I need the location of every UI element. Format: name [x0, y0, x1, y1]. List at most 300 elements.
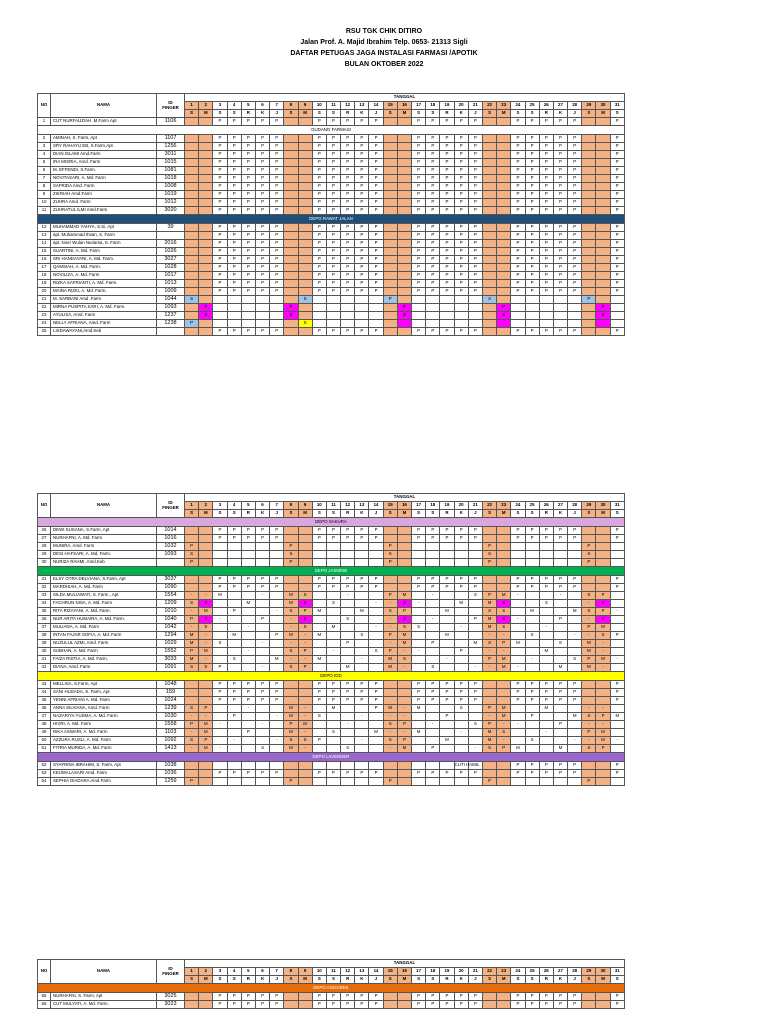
shift-cell	[468, 304, 482, 312]
shift-cell	[270, 729, 284, 737]
shift-cell: P	[440, 697, 454, 705]
staff-name: KEUMALASARI Amd. Farm	[51, 770, 157, 778]
shift-cell: P	[525, 527, 539, 535]
shift-cell	[383, 159, 397, 167]
table-row	[38, 1001, 625, 1009]
shift-cell	[241, 664, 255, 672]
shift-cell: -	[568, 737, 582, 745]
shift-cell	[227, 296, 241, 304]
staff-name: DEWI SUSANA, S.Farm, Apt	[51, 527, 157, 535]
shift-cell	[199, 280, 213, 288]
shift-cell: P	[326, 232, 340, 240]
shift-cell: -	[397, 664, 411, 672]
shift-cell: P	[341, 697, 355, 705]
shift-cell	[326, 713, 340, 721]
shift-cell	[497, 689, 511, 697]
shift-cell	[596, 167, 610, 175]
shift-cell: P	[539, 328, 553, 336]
shift-cell: P	[468, 616, 482, 624]
shift-cell: P	[568, 681, 582, 689]
shift-cell: P	[525, 248, 539, 256]
shift-cell: M	[397, 632, 411, 640]
staff-name: ZUHRATUL ILMI Amd.Farm	[51, 207, 157, 215]
shift-cell: P	[511, 207, 525, 215]
shift-cell: -	[383, 713, 397, 721]
table-row	[38, 616, 625, 624]
shift-cell: P	[610, 576, 624, 584]
col-header-no: NO	[38, 94, 51, 118]
shift-cell	[482, 224, 496, 232]
shift-cell	[596, 199, 610, 207]
shift-cell: P	[213, 143, 227, 151]
finger-id: 1092	[157, 737, 185, 745]
shift-cell: P	[539, 576, 553, 584]
shift-cell	[185, 135, 199, 143]
shift-cell	[255, 559, 269, 567]
date-header-31: 31	[610, 502, 624, 510]
shift-cell: P	[525, 993, 539, 1001]
shift-cell	[582, 151, 596, 159]
shift-cell	[227, 640, 241, 648]
shift-cell: S	[596, 632, 610, 640]
shift-cell	[482, 191, 496, 199]
shift-cell: P	[213, 288, 227, 296]
shift-cell: P	[553, 240, 567, 248]
finger-id: 1106	[157, 118, 185, 126]
shift-cell: M	[397, 592, 411, 600]
shift-cell: P	[213, 576, 227, 584]
shift-cell	[582, 135, 596, 143]
shift-cell	[355, 648, 369, 656]
table-row	[38, 143, 625, 151]
weekday-header-24: S	[511, 110, 525, 118]
shift-cell: P	[341, 248, 355, 256]
shift-cell: P	[270, 632, 284, 640]
shift-cell	[355, 664, 369, 672]
date-header-23: 23	[497, 102, 511, 110]
shift-cell	[440, 312, 454, 320]
shift-cell	[553, 705, 567, 713]
weekday-header-25: S	[525, 510, 539, 518]
shift-cell: S	[596, 600, 610, 608]
shift-cell	[497, 527, 511, 535]
shift-cell: P	[255, 280, 269, 288]
shift-cell: P	[553, 527, 567, 535]
shift-cell: -	[185, 592, 199, 600]
shift-cell: P	[426, 118, 440, 126]
shift-cell	[284, 232, 298, 240]
shift-cell	[341, 729, 355, 737]
shift-cell: P	[511, 151, 525, 159]
shift-cell: P	[454, 240, 468, 248]
finger-id: 3033	[157, 656, 185, 664]
shift-cell	[397, 224, 411, 232]
weekday-header-29: S	[582, 110, 596, 118]
shift-cell	[482, 576, 496, 584]
shift-cell	[199, 256, 213, 264]
shift-cell	[497, 175, 511, 183]
shift-cell: P	[440, 224, 454, 232]
shift-cell: M	[383, 664, 397, 672]
shift-cell: P	[582, 559, 596, 567]
shift-cell: P	[227, 167, 241, 175]
shift-cell	[369, 304, 383, 312]
shift-cell	[298, 762, 312, 770]
shift-cell	[610, 640, 624, 648]
shift-cell: P	[511, 280, 525, 288]
shift-cell	[497, 143, 511, 151]
weekday-header-21: J	[468, 976, 482, 984]
shift-cell: P	[326, 1001, 340, 1009]
shift-cell	[497, 778, 511, 786]
shift-cell: M	[582, 640, 596, 648]
shift-cell: P	[454, 288, 468, 296]
weekday-header-19: R	[440, 976, 454, 984]
shift-cell	[255, 778, 269, 786]
shift-cell	[255, 624, 269, 632]
roster-table-page-3	[37, 959, 625, 1009]
row-number: 49	[38, 729, 51, 737]
staff-name: MUNIRA, Amd. Farm	[51, 543, 157, 551]
row-number: 44	[38, 689, 51, 697]
date-header-1: 1	[185, 502, 199, 510]
shift-cell: P	[426, 199, 440, 207]
shift-cell	[412, 543, 426, 551]
shift-cell: P	[426, 770, 440, 778]
shift-cell: P	[213, 207, 227, 215]
shift-cell: P	[468, 199, 482, 207]
shift-cell	[468, 320, 482, 328]
shift-cell	[525, 705, 539, 713]
shift-cell	[497, 135, 511, 143]
shift-cell: P	[525, 328, 539, 336]
date-header-11: 11	[326, 102, 340, 110]
date-header-18: 18	[426, 968, 440, 976]
shift-cell	[482, 535, 496, 543]
shift-cell	[241, 312, 255, 320]
row-number: 54	[38, 778, 51, 786]
shift-cell: M	[341, 664, 355, 672]
shift-cell	[454, 312, 468, 320]
shift-cell	[482, 697, 496, 705]
shift-cell	[298, 1001, 312, 1009]
shift-cell: P	[553, 689, 567, 697]
shift-cell: P	[369, 175, 383, 183]
shift-cell	[482, 240, 496, 248]
shift-cell	[270, 640, 284, 648]
weekday-header-22: S	[482, 110, 496, 118]
shift-cell: S	[454, 705, 468, 713]
shift-cell: P	[553, 135, 567, 143]
shift-cell	[213, 737, 227, 745]
shift-cell	[511, 608, 525, 616]
shift-cell	[482, 328, 496, 336]
shift-cell: -	[284, 640, 298, 648]
weekday-header-18: S	[426, 510, 440, 518]
table-row	[38, 737, 625, 745]
shift-cell	[369, 737, 383, 745]
shift-cell	[497, 535, 511, 543]
shift-cell: P	[426, 689, 440, 697]
shift-cell: -	[497, 648, 511, 656]
shift-cell	[383, 535, 397, 543]
shift-cell	[596, 191, 610, 199]
shift-cell: -	[539, 729, 553, 737]
shift-cell: P	[270, 272, 284, 280]
shift-cell	[539, 296, 553, 304]
shift-cell	[227, 616, 241, 624]
date-header-31: 31	[610, 102, 624, 110]
shift-cell	[525, 721, 539, 729]
shift-cell	[511, 624, 525, 632]
date-header-3: 3	[213, 968, 227, 976]
shift-cell: P	[440, 151, 454, 159]
shift-cell	[568, 592, 582, 600]
shift-cell	[525, 559, 539, 567]
table-row	[38, 199, 625, 207]
shift-cell: P	[454, 264, 468, 272]
weekday-header-22: S	[482, 976, 496, 984]
weekday-header-10: S	[312, 976, 326, 984]
table-row	[38, 729, 625, 737]
shift-cell: -	[582, 737, 596, 745]
shift-cell: P	[412, 535, 426, 543]
shift-cell	[284, 689, 298, 697]
shift-cell: S	[383, 608, 397, 616]
shift-cell: P	[468, 118, 482, 126]
shift-cell: P	[440, 584, 454, 592]
shift-cell: P	[454, 207, 468, 215]
row-number: 43	[38, 681, 51, 689]
shift-cell: P	[553, 762, 567, 770]
shift-cell	[553, 304, 567, 312]
shift-cell	[369, 592, 383, 600]
shift-cell: P	[454, 143, 468, 151]
shift-cell	[397, 159, 411, 167]
shift-cell: P	[553, 288, 567, 296]
shift-cell: P	[539, 264, 553, 272]
shift-cell: -	[369, 624, 383, 632]
shift-cell	[440, 592, 454, 600]
shift-cell: P	[255, 118, 269, 126]
shift-cell	[341, 304, 355, 312]
finger-id: 1048	[157, 681, 185, 689]
shift-cell: -	[213, 745, 227, 753]
weekday-header-23: M	[497, 976, 511, 984]
shift-cell: P	[341, 1001, 355, 1009]
date-header-11: 11	[326, 968, 340, 976]
shift-cell: P	[426, 1001, 440, 1009]
shift-cell	[185, 689, 199, 697]
staff-name: FACHRUN NISA, A. Md. Farm	[51, 600, 157, 608]
shift-cell	[426, 656, 440, 664]
shift-cell: P	[312, 328, 326, 336]
shift-cell	[497, 280, 511, 288]
weekday-header-16: M	[397, 510, 411, 518]
shift-cell	[199, 328, 213, 336]
shift-cell	[582, 689, 596, 697]
shift-cell	[298, 576, 312, 584]
shift-cell: P	[255, 527, 269, 535]
shift-cell	[270, 543, 284, 551]
shift-cell: P	[440, 576, 454, 584]
shift-cell: P	[525, 681, 539, 689]
document-header	[0, 26, 768, 70]
shift-cell: S	[185, 600, 199, 608]
shift-cell: P	[298, 608, 312, 616]
shift-cell	[298, 159, 312, 167]
col-header-nama: NAMA	[51, 960, 157, 984]
shift-cell: P	[568, 183, 582, 191]
shift-cell	[369, 296, 383, 304]
table-row	[38, 248, 625, 256]
shift-cell	[568, 312, 582, 320]
shift-cell: P	[468, 272, 482, 280]
shift-cell: P	[227, 689, 241, 697]
date-header-25: 25	[525, 102, 539, 110]
shift-cell: P	[312, 264, 326, 272]
weekday-header-26: R	[539, 976, 553, 984]
shift-cell	[397, 770, 411, 778]
shift-cell: -	[383, 600, 397, 608]
shift-cell: -	[284, 656, 298, 664]
shift-cell: P	[482, 559, 496, 567]
shift-cell: P	[326, 993, 340, 1001]
shift-cell: P	[213, 118, 227, 126]
shift-cell: P	[298, 648, 312, 656]
shift-cell: P	[213, 527, 227, 535]
shift-cell	[326, 543, 340, 551]
shift-cell: M	[199, 721, 213, 729]
staff-name: SILDA MULIAWATI, S. Farm., Apt	[51, 592, 157, 600]
shift-cell: -	[270, 737, 284, 745]
weekday-header-25: S	[525, 110, 539, 118]
shift-cell	[468, 648, 482, 656]
shift-cell: -	[568, 632, 582, 640]
shift-cell: P	[355, 207, 369, 215]
shift-cell	[426, 624, 440, 632]
shift-cell	[284, 328, 298, 336]
shift-cell	[227, 543, 241, 551]
shift-cell: P	[213, 224, 227, 232]
shift-cell	[454, 304, 468, 312]
staff-name: NUZULUL AZMI, Amd. Farm	[51, 640, 157, 648]
weekday-header-23: M	[497, 510, 511, 518]
shift-cell: P	[596, 745, 610, 753]
shift-cell: P	[553, 770, 567, 778]
shift-cell: P	[610, 191, 624, 199]
row-number: 51	[38, 745, 51, 753]
finger-id: 1237	[157, 312, 185, 320]
shift-cell: S	[284, 664, 298, 672]
shift-cell	[482, 264, 496, 272]
shift-cell: P	[412, 207, 426, 215]
shift-cell	[497, 1001, 511, 1009]
shift-cell	[397, 328, 411, 336]
shift-cell: P	[412, 770, 426, 778]
date-header-24: 24	[511, 102, 525, 110]
shift-cell: P	[355, 151, 369, 159]
shift-cell	[369, 745, 383, 753]
shift-cell: P	[468, 689, 482, 697]
shift-cell: P	[412, 175, 426, 183]
shift-cell: P	[213, 280, 227, 288]
shift-cell: P	[610, 207, 624, 215]
shift-cell: M	[284, 632, 298, 640]
shift-cell	[298, 584, 312, 592]
shift-cell	[284, 183, 298, 191]
shift-cell: M	[284, 592, 298, 600]
shift-cell	[199, 584, 213, 592]
shift-cell: P	[241, 118, 255, 126]
shift-cell: P	[525, 224, 539, 232]
shift-cell: P	[482, 721, 496, 729]
shift-cell: P	[255, 1001, 269, 1009]
shift-cell: M	[185, 656, 199, 664]
shift-cell: P	[312, 535, 326, 543]
date-header-2: 2	[199, 102, 213, 110]
shift-cell	[355, 616, 369, 624]
shift-cell: S	[482, 640, 496, 648]
shift-cell	[610, 778, 624, 786]
shift-cell: -	[397, 729, 411, 737]
weekday-header-2: M	[199, 510, 213, 518]
shift-cell	[298, 272, 312, 280]
shift-cell: P	[227, 240, 241, 248]
shift-cell: P	[213, 264, 227, 272]
shift-cell: P	[468, 264, 482, 272]
shift-cell: S	[482, 745, 496, 753]
shift-cell: -	[298, 632, 312, 640]
staff-name: apt. Muhammad Ihsan, S. Farm	[51, 232, 157, 240]
shift-cell: P	[539, 288, 553, 296]
shift-cell: M	[312, 608, 326, 616]
shift-cell	[610, 624, 624, 632]
shift-cell	[270, 762, 284, 770]
staff-name: DIAN ISLAMI Amd.Farm	[51, 151, 157, 159]
shift-cell: S	[412, 624, 426, 632]
shift-cell: P	[255, 159, 269, 167]
row-number: 45	[38, 697, 51, 705]
shift-cell	[596, 1001, 610, 1009]
shift-cell: P	[312, 118, 326, 126]
shift-cell	[199, 993, 213, 1001]
shift-cell: P	[568, 328, 582, 336]
shift-cell	[270, 778, 284, 786]
col-header-id-finger: ID FINGER	[157, 960, 185, 984]
table-row	[38, 640, 625, 648]
row-number: 4	[38, 151, 51, 159]
date-header-8: 8	[284, 502, 298, 510]
weekday-header-13: K	[355, 110, 369, 118]
shift-cell: -	[185, 745, 199, 753]
row-number: 17	[38, 264, 51, 272]
shift-cell	[525, 624, 539, 632]
shift-cell: P	[241, 256, 255, 264]
shift-cell	[482, 527, 496, 535]
row-number: 25	[38, 328, 51, 336]
shift-cell: P	[454, 1001, 468, 1009]
shift-cell	[426, 705, 440, 713]
shift-cell: M	[440, 737, 454, 745]
shift-cell	[298, 248, 312, 256]
shift-cell	[397, 559, 411, 567]
finger-id: 39	[157, 224, 185, 232]
staff-name: M. EFFENDI, S.Farm.	[51, 167, 157, 175]
shift-cell	[383, 191, 397, 199]
shift-cell	[369, 664, 383, 672]
shift-cell	[312, 729, 326, 737]
